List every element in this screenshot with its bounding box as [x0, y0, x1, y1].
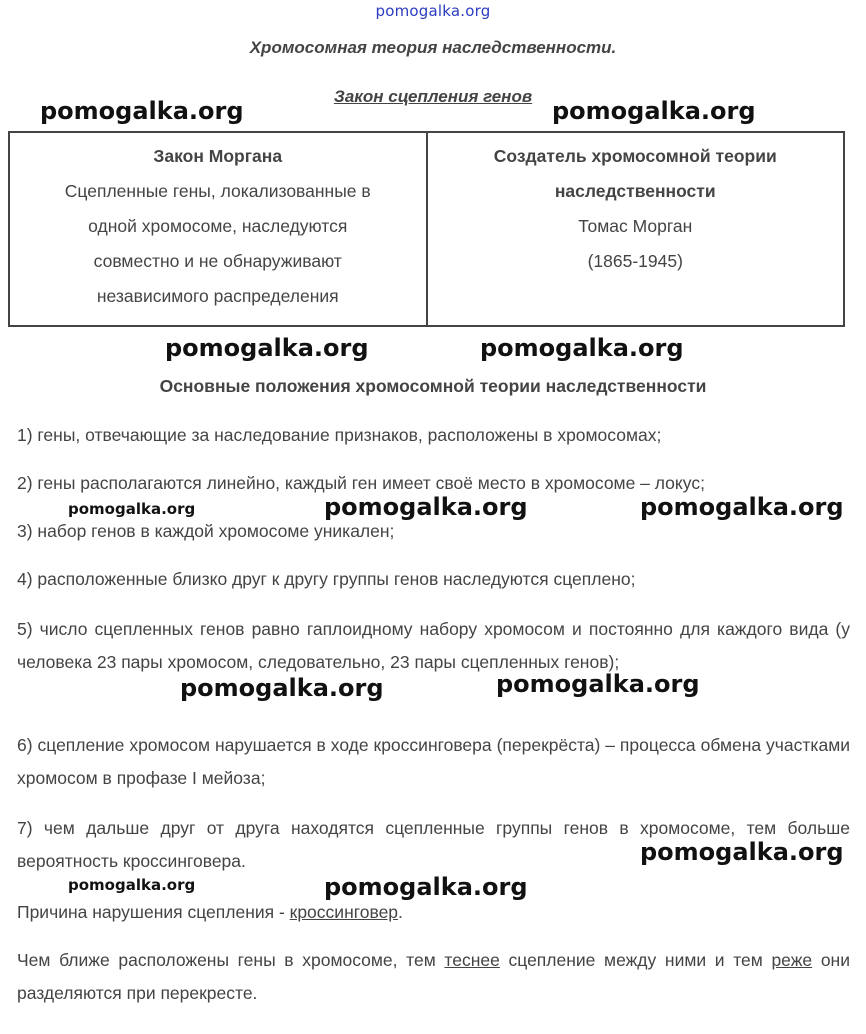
closing-part: сцепление между ними и тем [499, 950, 772, 970]
closing-word: реже [771, 950, 813, 970]
morgan-law-table [8, 131, 845, 327]
site-header[interactable]: pomogalka.org [375, 2, 491, 20]
creator-heading-line: Создатель хромосомной теории [493, 146, 777, 166]
closing-paragraph [17, 944, 850, 1010]
watermark: pomogalka.org [480, 334, 684, 362]
subtitle-text: Закон сцепления генов [333, 87, 533, 106]
law-line: совместно и не обнаруживают [93, 251, 342, 271]
watermark: pomogalka.org [552, 97, 756, 125]
list-item: 2) гены располагаются линейно, каждый ген имеет своё место в хромосоме – локус; [17, 473, 705, 493]
creator-name: Томас Морган [578, 216, 693, 236]
section-title: Основные положения хромосомной теории наследственности [159, 376, 707, 396]
law-line: Сцепленные гены, локализованные в [64, 181, 371, 201]
list-item: 1) гены, отвечающие за наследование признаков, расположены в хромосомах; [17, 425, 662, 445]
law-heading: Закон Моргана [153, 146, 283, 166]
list-item: 3) набор генов в каждой хромосоме уникален; [17, 521, 395, 541]
watermark: pomogalka.org [496, 670, 700, 698]
table-cell-creator [428, 133, 844, 325]
watermark: pomogalka.org [324, 493, 528, 521]
watermark: pomogalka.org [40, 97, 244, 125]
law-line: независимого распределения [96, 286, 339, 306]
watermark: pomogalka.org [324, 873, 528, 901]
closing-part: они разделяются при перекресте. [17, 950, 850, 1003]
watermark: pomogalka.org [68, 500, 196, 518]
watermark: pomogalka.org [68, 876, 196, 894]
cause-suffix: . [398, 902, 403, 922]
watermark: pomogalka.org [180, 674, 384, 702]
list-item: 7) чем дальше друг от друга находятся сцепленные группы генов в хромосоме, тем больше вероятность кроссинговера. [17, 818, 850, 871]
watermark: pomogalka.org [640, 493, 844, 521]
list-item: 6) сцепление хромосом нарушается в ходе кроссинговера (перекрёста) – процесса обмена участками хромосом в профазе I мейоза; [17, 735, 850, 788]
page-title: Хромосомная теория наследственности. [249, 38, 617, 57]
creator-years: (1865-1945) [587, 251, 683, 271]
closing-part: Чем ближе расположены гены в хромосоме, тем [17, 950, 445, 970]
watermark: pomogalka.org [640, 838, 844, 866]
list-item: 4) расположенные близко друг к другу группы генов наследуются сцеплено; [17, 569, 636, 589]
cause-prefix: Причина нарушения сцепления - [17, 902, 290, 922]
table-cell-law [10, 133, 428, 325]
list-item: 5) число сцепленных генов равно гаплоидному набору хромосом и постоянно для каждого вида (у человека 23 пары хромосом, следовательно, 23 пары сцепленных генов); [17, 619, 850, 672]
law-line: одной хромосоме, наследуются [88, 216, 348, 236]
creator-heading-line: наследственности [554, 181, 716, 201]
cause-term: кроссинговер [289, 902, 399, 922]
closing-word: теснее [444, 950, 500, 970]
watermark: pomogalka.org [165, 334, 369, 362]
